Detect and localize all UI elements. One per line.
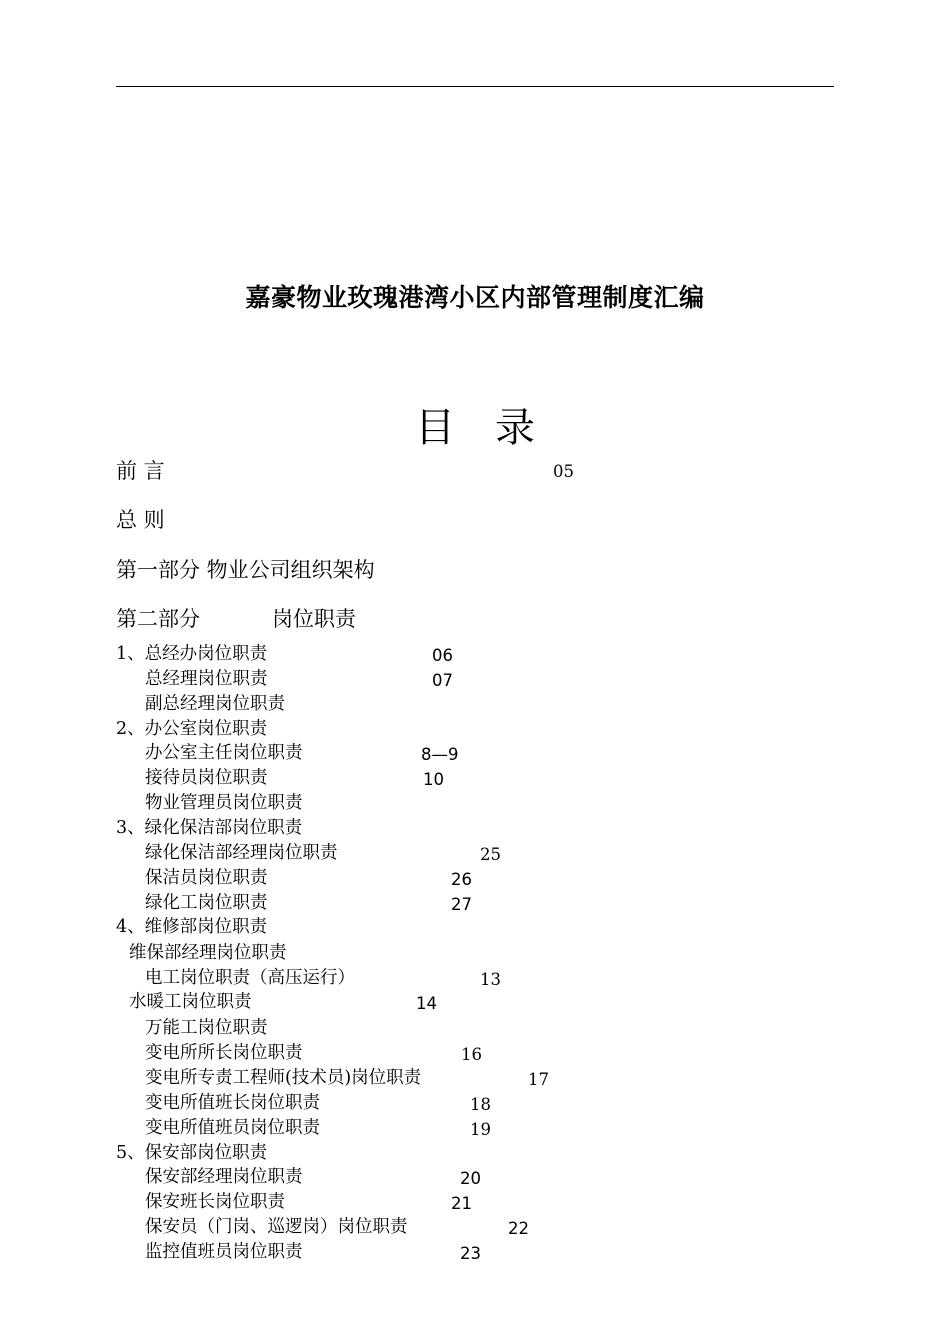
toc-page: 19 [470, 1120, 491, 1139]
toc-entry: 5、保安部岗位职责 [116, 1143, 268, 1163]
toc-page: 06 [432, 646, 453, 665]
toc-entry: 保洁员岗位职责 [145, 868, 268, 888]
toc-entry: 变电所所长岗位职责 [145, 1043, 303, 1063]
toc-page: 17 [528, 1070, 549, 1089]
toc-entry: 绿化工岗位职责 [145, 893, 268, 913]
toc-entry-part-2-title: 岗位职责 [272, 607, 356, 631]
toc-entry: 水暖工岗位职责 [129, 992, 252, 1012]
toc-entry: 绿化保洁部经理岗位职责 [145, 843, 338, 863]
toc-page: 21 [451, 1194, 472, 1213]
toc-page: 14 [416, 994, 437, 1013]
toc-entry: 1、总经办岗位职责 [116, 644, 268, 664]
toc-page: 18 [470, 1095, 491, 1114]
toc-entry: 3、绿化保洁部岗位职责 [116, 818, 303, 838]
toc-page: 22 [508, 1219, 529, 1238]
toc-entry: 办公室主任岗位职责 [145, 743, 303, 763]
toc-entry-part-1: 第一部分 物业公司组织架构 [116, 558, 375, 582]
toc-entry-preface: 前 言 [116, 459, 165, 483]
toc-entry: 变电所值班长岗位职责 [145, 1093, 320, 1113]
toc-page: 27 [451, 895, 472, 914]
toc-entry: 变电所值班员岗位职责 [145, 1118, 320, 1138]
toc-entry: 总经理岗位职责 [145, 669, 268, 689]
toc-page: 26 [451, 870, 472, 889]
toc-entry-general: 总 则 [116, 508, 165, 532]
toc-page: 16 [461, 1045, 482, 1064]
toc-entry: 2、办公室岗位职责 [116, 719, 268, 739]
toc-page: 07 [432, 671, 453, 690]
toc-page-preface: 05 [553, 462, 574, 481]
toc-entry: 保安部经理岗位职责 [145, 1167, 303, 1187]
toc-entry: 保安员（门岗、巡逻岗）岗位职责 [145, 1217, 408, 1237]
toc-page: 23 [460, 1244, 481, 1263]
toc-heading [0, 396, 950, 453]
toc-entry: 万能工岗位职责 [145, 1018, 268, 1038]
toc-heading-char-1: 目 [415, 405, 455, 451]
toc-entry: 电工岗位职责（高压运行） [145, 968, 355, 988]
toc-heading-char-2: 录 [495, 405, 535, 451]
toc-page: 20 [460, 1169, 481, 1188]
toc-entry-part-2: 第二部分 [116, 607, 200, 631]
toc-page: 25 [480, 845, 501, 864]
toc-entry: 物业管理员岗位职责 [145, 793, 303, 813]
toc-entry: 保安班长岗位职责 [145, 1192, 285, 1212]
toc-page: 10 [423, 770, 444, 789]
document-title: 嘉豪物业玫瑰港湾小区内部管理制度汇编 [245, 283, 705, 312]
toc-page: 8—9 [421, 745, 459, 764]
toc-entry: 副总经理岗位职责 [145, 694, 285, 714]
toc-entry: 变电所专责工程师(技术员)岗位职责 [145, 1068, 422, 1088]
toc-entry: 维保部经理岗位职责 [129, 943, 287, 963]
toc-page: 13 [480, 970, 501, 989]
toc-entry: 监控值班员岗位职责 [145, 1242, 303, 1262]
toc-entry: 4、维修部岗位职责 [116, 917, 268, 937]
toc-entry: 接待员岗位职责 [145, 768, 268, 788]
header-rule [116, 86, 834, 87]
